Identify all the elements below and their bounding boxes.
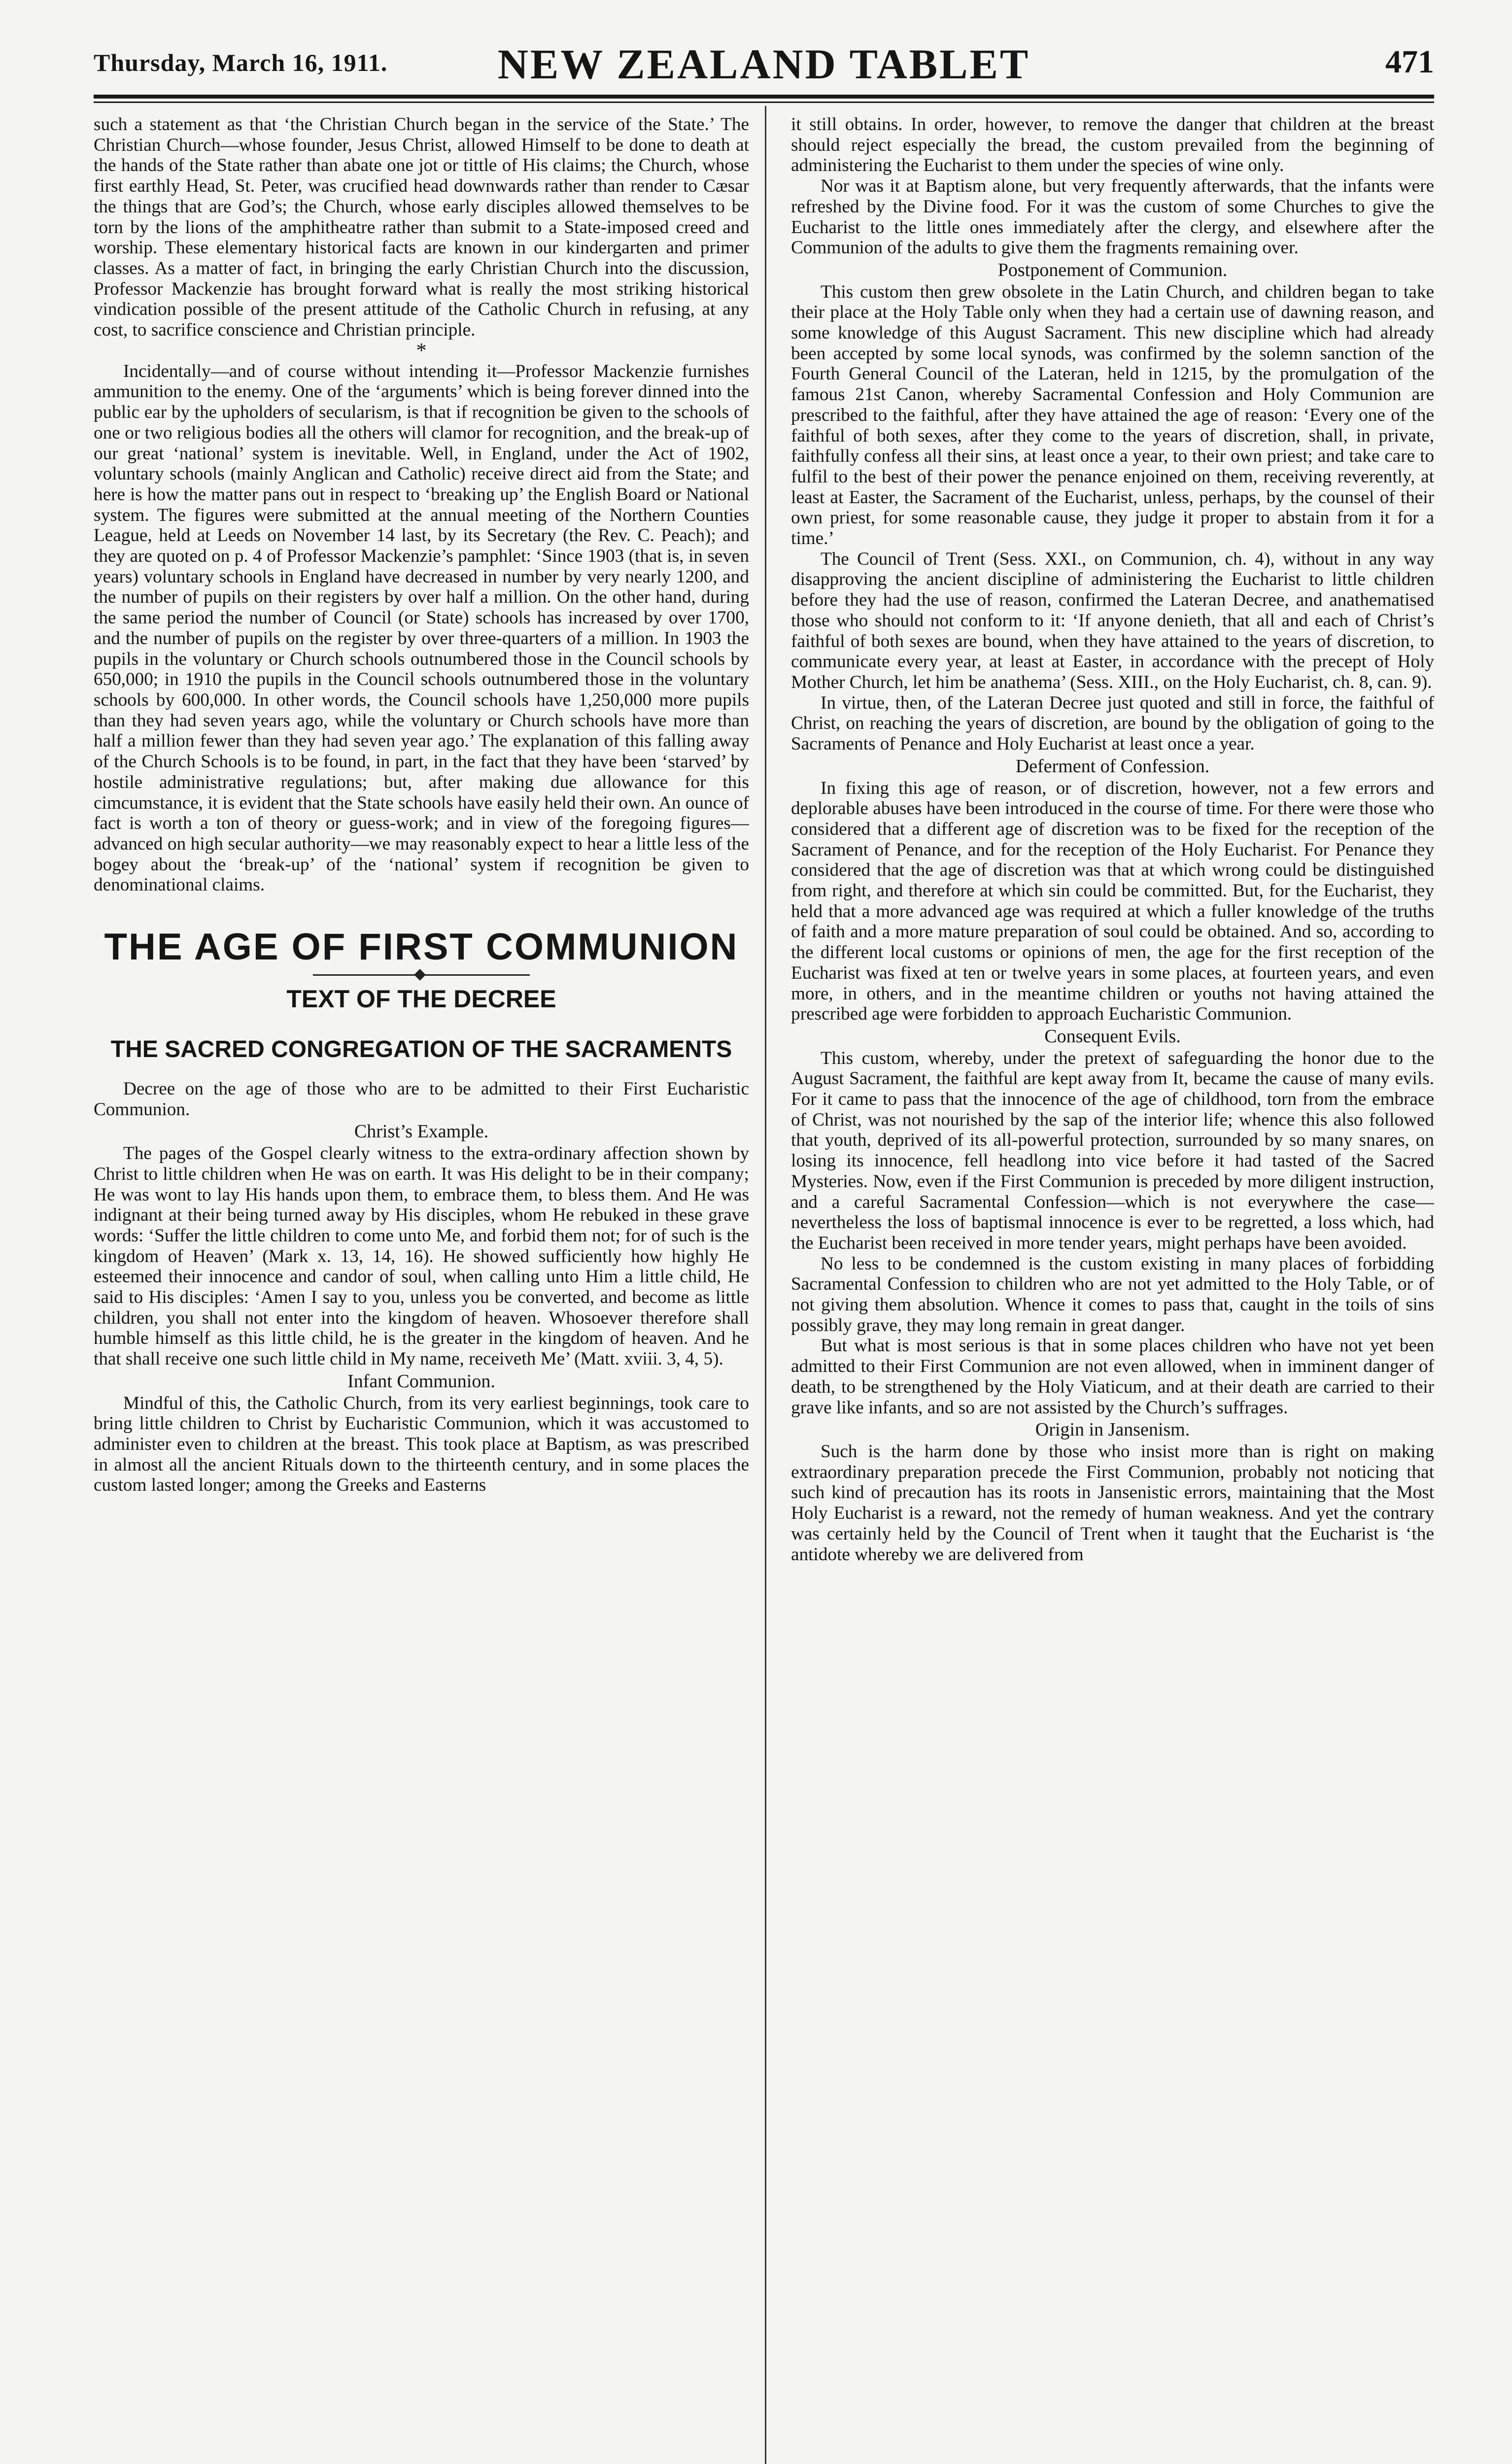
issue-date: Thursday, March 16, 1911. xyxy=(94,49,388,76)
masthead xyxy=(94,40,1434,88)
paragraph: The pages of the Gospel clearly witness to the extra-ordinary affection shown by Christ to little children when He was on earth. It was His delight to be in their company; He was wont to lay His hands upon them, to embrace them, to bless them. And He was indignant at their being turned away by His disciples, whom He rebuked in these grave words: ‘Suffer the little children to come unto Me, and forbid them not; for of such is the kingdom of Heaven’ (Mark x. 13, 14, 16). He showed sufficiently how highly He esteemed their innocence and candor of soul, when calling unto Him a little child, He said to His disciples: ‘Amen I say to you, unless you be converted, and become as little children, you shall not enter into the kingdom of heaven. Whosoever therefore shall humble himself as this little child, he is the greater in the kingdom of heaven. And he that shall receive one such little child in My name, receiveth Me’ (Matt. xviii. 3, 4, 5). xyxy=(94,1143,749,1369)
header-rule-thick xyxy=(94,95,1434,99)
left-column xyxy=(94,114,749,2464)
section-heading: Christ’s Example. xyxy=(354,1121,489,1142)
paragraph: Mindful of this, the Catholic Church, from its very earliest beginnings, took care to bring little children to Christ by Eucharistic Communion, which it was accustomed to administer even to children at the breast. This took place at Baptism, as was prescribed in almost all the ancient Rituals down to the thirteenth century, and in some places the custom lasted longer; among the Greeks and Easterns xyxy=(94,1393,749,1496)
paragraph: Nor was it at Baptism alone, but very frequently afterwards, that the infants were refreshed by the Divine food. For it was the custom of some Churches to give the Eucharist to the little ones immediately after the clergy, and elsewhere after the Communion of the adults to give them the fragments remaining over. xyxy=(791,176,1434,258)
paragraph: Decree on the age of those who are to be admitted to their First Eucharistic Communion. xyxy=(94,1079,749,1120)
paragraph: In fixing this age of reason, or of discretion, however, not a few errors and deplorable abuses have been introduced in the course of time. For there were those who considered that a different age of discretion was to be fixed for the reception of the Sacrament of Penance, and for the reception of the Holy Eucharist. For Penance they considered that the age of discretion was that at which wrong could be distinguished from right, and therefore at which sin could be committed. But, for the Eucharist, they held that a more advanced age was required at which a fuller knowledge of the truths of faith and a more mature preparation of soul could be obtained. And so, according to the different local customs or opinions of men, the age for the first reception of the Eucharist was fixed at ten or twelve years in some places, at fourteen years, and even more, in others, and in the meantime children or youths not having attained the prescribed age were forbidden to approach Eucharistic Communion. xyxy=(791,778,1434,1025)
paragraph: No less to be condemned is the custom existing in many places of forbidding Sacramental Confession to children who are not yet admitted to the Holy Table, or of not giving them absolution. Whence it comes to pass that, caught in the toils of sins possibly grave, they may long remain in great danger. xyxy=(791,1253,1434,1335)
section-heading: Postponement of Communion. xyxy=(997,259,1228,280)
section-heading: Origin in Jansenism. xyxy=(1035,1419,1190,1440)
paragraph: Incidentally—and of course without intending it—Professor Mackenzie furnishes ammunition to the enemy. One of the ‘arguments’ which is being forever dinned into the public ear by the upholders of secularism, is that if recognition be given to the schools of one or two religious bodies all the others will clamor for recognition, and the break-up of our great ‘national’ system is inevitable. Well, in England, under the Act of 1902, voluntary schools (mainly Anglican and Catholic) receive direct aid from the State; and here is how the matter pans out in respect to ‘breaking up’ the English Board or National system. The figures were submitted at the annual meeting of the Northern Counties League, held at Leeds on November 14 last, by its Secretary (the Rev. C. Peach); and they are quoted on p. 4 of Professor Mackenzie’s pamphlet: ‘Since 1903 (that is, in seven years) voluntary schools in England have decreased in number by very nearly 1200, and the number of pupils on their registers by over half a million. On the other hand, during the same period the number of Council (or State) schools has increased by over 1700, and the number of pupils on the register by over three-quarters of a million. In 1903 the pupils in the voluntary or Church schools outnumbered those in the Council schools by 650,000; in 1910 the pupils in the Council schools outnumbered those in the voluntary schools by 600,000. In other words, the Council schools have 1,250,000 more pupils than they had seven years ago, while the voluntary or Church schools have more than half a million fewer than they had seven year ago.’ The explanation of this falling away of the Church Schools is to be found, in part, in the fact that they have been ‘starved’ by hostile administrative regulations; but, after making due allowance for this cimcumstance, it is evident that the State schools have easily held their own. An ounce of fact is worth a ton of theory or guess-work; and in view of the foregoing figures—advanced on high secular authority—we may reasonably expect to hear a little less of the bogey about the ‘break-up’ of the ‘national’ system if recognition be given to denominational claims. xyxy=(94,361,749,895)
section-heading: Infant Communion. xyxy=(347,1370,495,1392)
paragraph: it still obtains. In order, however, to remove the danger that children at the breast should reject especially the bread, the custom prevailed from the beginning of administering the Eucharist to them under the species of wine only. xyxy=(791,114,1434,176)
paragraph: In virtue, then, of the Lateran Decree just quoted and still in force, the faithful of Christ, on reaching the years of discretion, are bound by the obligation of going to the Sacraments of Penance and Holy Eucharist at least once a year. xyxy=(791,692,1434,754)
paragraph: But what is most serious is that in some places children who have not yet been admitted to their First Communion are not even allowed, when in imminent danger of death, to be strengthened by the Holy Viaticum, and at their death are carried to their grave like infants, and so are not assisted by the Church’s suffrages. xyxy=(791,1335,1434,1418)
section-heading: Consequent Evils. xyxy=(1044,1026,1181,1047)
paragraph: This custom, whereby, under the pretext of safeguarding the honor due to the August Sacrament, the faithful are kept away from It, became the cause of many evils. For it came to pass that the innocence of the age of childhood, torn from the embrace of Christ, was not nourished by the sap of the interior life; whence this also followed that youth, deprived of its all-powerful protection, surrounded by so many snares, on losing its innocence, fell headlong into vice before it had tasted of the Sacred Mysteries. Now, even if the First Communion is preceded by more diligent instruction, and a careful Sacramental Confession—which is not everywhere the case—nevertheless the loss of baptismal innocence is ever to be regretted, a loss which, had the Eucharist been received in more tender years, might perhaps have been avoided. xyxy=(791,1048,1434,1253)
right-column xyxy=(791,114,1434,2464)
page-number: 471 xyxy=(1385,44,1434,80)
column-divider xyxy=(765,106,766,2464)
article-subtitle: TEXT OF THE DECREE xyxy=(286,985,556,1013)
paragraph: such a statement as that ‘the Christian Church began in the service of the State.’ The Christian Church—whose founder, Jesus Christ, allowed Himself to be done to death at the hands of the State rather than abate one jot or tittle of His claims; the Church, whose first earthly Head, St. Peter, was crucified head downwards rather than render to Cæsar the things that are God’s; the Church, whose early disciples allowed themselves to be torn by the lions of the amphitheatre rather than submit to a State-imposed creed and worship. These elementary historical facts are known in our kindergarten and primer classes. As a matter of fact, in bringing the early Christian Church into the discussion, Professor Mackenzie has brought forward what is really the most striking historical vindication possible of the present attitude of the Catholic Church in refusing, at any cost, to sacrifice conscience and Christian principle. xyxy=(94,114,749,341)
section-heading: Deferment of Confession. xyxy=(1015,755,1210,777)
article-subtitle-congregation: THE SACRED CONGREGATION OF THE SACRAMENTS xyxy=(110,1036,732,1063)
paragraph: Such is the harm done by those who insist more than is right on making extraordinary preparation precede the First Communion, probably not noticing that such kind of precaution has its roots in Jansenistic errors, maintaining that the Most Holy Eucharist is a reward, not the remedy of human weakness. And yet the contrary was certainly held by the Council of Trent when it taught that the Eucharist is ‘the antidote whereby we are delivered from xyxy=(791,1441,1434,1565)
article-title: THE AGE OF FIRST COMMUNION xyxy=(104,926,739,968)
publication-title: NEW ZEALAND TABLET xyxy=(497,40,1031,88)
paragraph: The Council of Trent (Sess. XXI., on Communion, ch. 4), without in any way disapproving the ancient discipline of administering the Eucharist to little children before they had the use of reason, confirmed the Lateran Decree, and anathematised those who should not conform to it: ‘If anyone denieth, that all and each of Christ’s faithful of both sexes are bound, when they have attained to the years of discretion, to communicate every year, at least at Easter, in accordance with the precept of Holy Mother Church, let him be anathema’ (Sess. XIII., on the Holy Eucharist, ch. 8, can. 9). xyxy=(791,548,1434,692)
header-rule-thin xyxy=(94,102,1434,103)
section-separator-star: * xyxy=(416,339,427,362)
paragraph: This custom then grew obsolete in the Latin Church, and children began to take their place at the Holy Table only when they had a certain use of dawning reason, and some knowledge of this August Sacrament. This new discipline which had already been accepted by some local synods, was confirmed by the solemn sanction of the Fourth General Council of the Lateran, held in 1215, by the promulgation of the famous 21st Canon, whereby Sacramental Confession and Holy Communion are prescribed to the faithful, after they have attained the age of reason: ‘Every one of the faithful of both sexes, after they come to the years of discretion, shall, in private, faithfully confess all their sins, at least once a year, to their own priest; and take care to fulfil to the best of their power the penance enjoined on them, receiving reverently, at least at Easter, the Sacrament of the Eucharist, unless, perhaps, by the counsel of their own priest, for some reasonable cause, they judge it proper to abstain from it for a time.’ xyxy=(791,281,1434,549)
ornament-rule xyxy=(313,969,530,980)
